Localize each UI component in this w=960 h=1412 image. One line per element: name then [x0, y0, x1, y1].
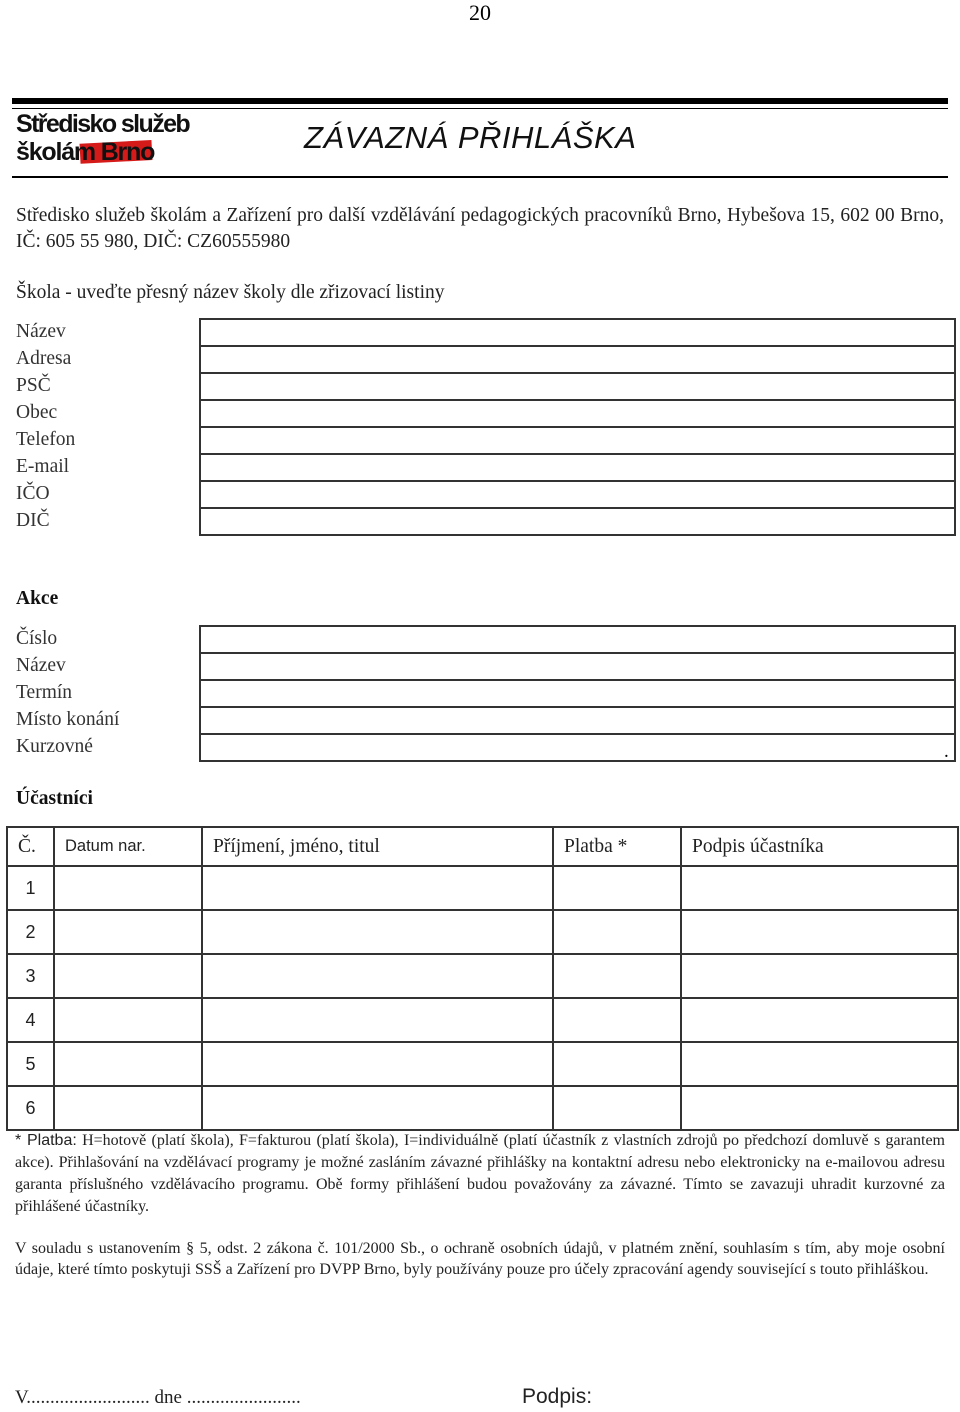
label-event-number: Číslo [16, 628, 58, 649]
payment-cell[interactable] [553, 1042, 681, 1086]
field-divider [199, 507, 956, 509]
col-birthdate: Datum nar. [54, 827, 202, 866]
name-cell[interactable] [202, 866, 553, 910]
field-divider [199, 733, 956, 735]
label-school-dic: DIČ [16, 510, 50, 531]
payment-cell[interactable] [553, 866, 681, 910]
place-date-line: V.......................... dne ........................ [15, 1387, 301, 1408]
field-divider [199, 372, 956, 374]
birthdate-cell[interactable] [54, 998, 202, 1042]
col-payment: Platba * [553, 827, 681, 866]
school-heading: Škola - uveďte přesný název školy dle zřizovací listiny [16, 282, 445, 303]
row-number: 5 [7, 1042, 54, 1086]
participants-table [6, 826, 959, 1131]
name-cell[interactable] [202, 954, 553, 998]
label-school-address: Adresa [16, 348, 72, 369]
consent-text: V souladu s ustanovením § 5, odst. 2 zákona č. 101/2000 Sb., o ochraně osobních údajů, v platném znění, souhlasím s tím, aby moje osobní údaje, které tímto poskytuji SSŠ a Zařízení pro DVPP Brno, byly používány pouze pro účely zpracování agendy související s touto přihláškou. [15, 1240, 945, 1278]
label-school-email: E-mail [16, 456, 70, 477]
payment-notes [15, 1130, 945, 1218]
table-row [7, 1086, 958, 1130]
fee-dot: . [944, 741, 949, 762]
row-number: 2 [7, 910, 54, 954]
payment-cell[interactable] [553, 954, 681, 998]
form-title: ZÁVAZNÁ PŘIHLÁŠKA [304, 120, 637, 155]
row-number: 1 [7, 866, 54, 910]
label-event-venue: Místo konání [16, 709, 120, 730]
signature-cell[interactable] [681, 866, 958, 910]
label-event-date: Termín [16, 682, 73, 703]
col-name: Příjmení, jméno, titul [202, 827, 553, 866]
label-event-fee: Kurzovné [16, 736, 93, 757]
field-divider [199, 652, 956, 654]
row-number: 3 [7, 954, 54, 998]
name-cell[interactable] [202, 1042, 553, 1086]
notes-text: H=hotově (platí škola), F=fakturou (platí škola), I=individuálně (platí účastník z vlastních zdrojů po předchozí domluvě s garantem akce). Přihlašování na vzdělávací programy je možné zasláním závazné přihlášky na kontaktní adresu nebo elektronicky na e-mailovou adresu garanta příslušného vzdělávacího programu. Obě formy přihlášení budou považovány za závazné. Tímto se zavazuji uhradit kurzovné za přihlášené účastníky. [15, 1132, 946, 1215]
field-divider [199, 679, 956, 681]
label-school-city: Obec [16, 402, 58, 423]
label-school-ico: IČO [16, 483, 50, 504]
birthdate-cell[interactable] [54, 866, 202, 910]
signature-cell[interactable] [681, 1042, 958, 1086]
logo-line2: školám Brno [16, 138, 155, 166]
page-number: 20 [469, 0, 491, 25]
logo-line1: Středisko služeb [16, 110, 190, 138]
payment-cell[interactable] [553, 910, 681, 954]
name-cell[interactable] [202, 998, 553, 1042]
name-cell[interactable] [202, 1086, 553, 1130]
field-divider [199, 706, 956, 708]
organization-info: Středisko služeb školám a Zařízení pro další vzdělávání pedagogických pracovníků Brno, Hybešova 15, 602 00 Brno, IČ: 605 55 980, DIČ: CZ60555980 [16, 205, 944, 252]
label-school-zip: PSČ [16, 375, 51, 396]
signature-cell[interactable] [681, 1086, 958, 1130]
payment-cell[interactable] [553, 1086, 681, 1130]
signature-cell[interactable] [681, 998, 958, 1042]
label-school-name: Název [16, 321, 66, 342]
table-header-row [7, 827, 958, 866]
signature-label: Podpis: [522, 1385, 593, 1408]
row-number: 6 [7, 1086, 54, 1130]
birthdate-cell[interactable] [54, 954, 202, 998]
col-signature: Podpis účastníka [681, 827, 958, 866]
signature-cell[interactable] [681, 954, 958, 998]
field-divider [199, 426, 956, 428]
birthdate-cell[interactable] [54, 910, 202, 954]
notes-lead: * Platba: [15, 1132, 77, 1149]
field-divider [199, 399, 956, 401]
logo [14, 108, 190, 170]
label-event-name: Název [16, 655, 66, 676]
table-row [7, 998, 958, 1042]
table-row [7, 954, 958, 998]
table-row [7, 1042, 958, 1086]
field-divider [199, 480, 956, 482]
participants-heading: Účastníci [16, 788, 93, 809]
col-number: Č. [7, 827, 54, 866]
payment-cell[interactable] [553, 998, 681, 1042]
signature-cell[interactable] [681, 910, 958, 954]
header-rule-thick [12, 98, 948, 104]
table-row [7, 866, 958, 910]
header-rule-bottom [12, 176, 948, 178]
label-school-phone: Telefon [16, 429, 76, 450]
row-number: 4 [7, 998, 54, 1042]
birthdate-cell[interactable] [54, 1042, 202, 1086]
field-divider [199, 345, 956, 347]
birthdate-cell[interactable] [54, 1086, 202, 1130]
event-fields-box [199, 625, 956, 762]
field-divider [199, 453, 956, 455]
name-cell[interactable] [202, 910, 553, 954]
event-heading: Akce [16, 588, 59, 609]
table-row [7, 910, 958, 954]
